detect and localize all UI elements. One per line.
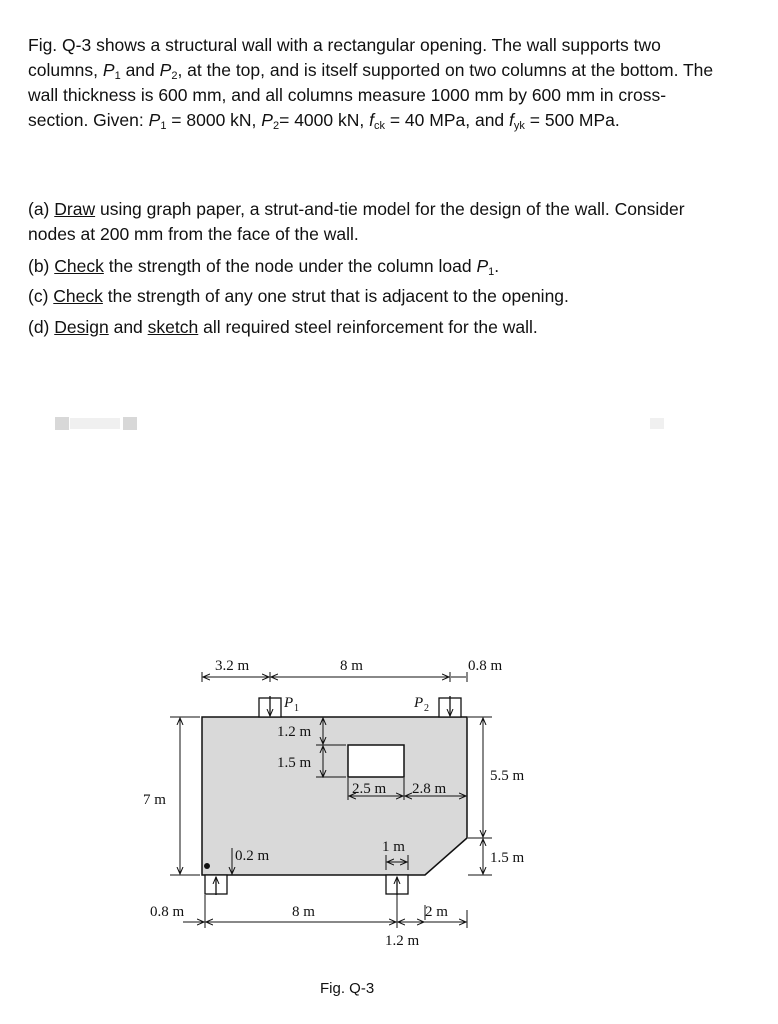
given-fyk-value: = 500 MPa. (524, 110, 620, 130)
question-b-verb: Check (54, 256, 104, 276)
dim-top-left-label: 3.2 m (215, 658, 250, 674)
question-a-prefix: (a) (28, 199, 55, 219)
question-b-text: the strength of the node under the column load (103, 256, 477, 276)
label-p2: P (414, 695, 424, 711)
dim-top-right-label: 0.8 m (468, 658, 503, 674)
question-d-verb-design: Design (54, 317, 109, 337)
given-p1-value: = 8000 kN, (166, 110, 262, 130)
dim-1-5m-right-label: 1.5 m (490, 850, 525, 866)
dim-1m-label: 1 m (382, 839, 405, 855)
intro-text-2: , at the top, and is itself supported on two columns at the bottom. The wall thickness is 600 mm, and all columns measure 1000 mm by 600 mm in cross-section. Given: (28, 60, 714, 130)
dim-1-5-label: 1.5 m (277, 755, 312, 771)
dim-5-5m-label: 5.5 m (490, 768, 525, 784)
label-p1-sub: 1 (294, 703, 299, 714)
given-p2: P (261, 110, 273, 130)
dim-0-2m-label: 0.2 m (235, 848, 270, 864)
given-fck-sub: ck (373, 120, 385, 132)
dim-bottom-left-label: 0.8 m (150, 904, 185, 920)
question-d-verb-sketch: sketch (147, 317, 199, 337)
node-point (204, 863, 210, 869)
symbol-p1: P (102, 60, 115, 80)
question-d-and: and (108, 317, 148, 337)
question-b-symbol-sub: 1 (488, 266, 495, 278)
question-d-prefix: (d) (28, 317, 55, 337)
symbol-p2-sub: 2 (171, 70, 178, 82)
symbol-p2: P (159, 60, 172, 80)
question-b-symbol: P (476, 256, 489, 276)
label-p1: P (284, 695, 294, 711)
dim-bottom-mid-label: 8 m (292, 904, 315, 920)
intro-and: and (120, 60, 160, 80)
given-fyk: f (509, 110, 514, 130)
question-a-text: using graph paper, a strut-and-tie model for the design of the wall. Consider nodes at 200 mm from the face of the wall. (28, 199, 685, 244)
intro-text: Fig. Q-3 shows a structural wall with a rectangular opening. The wall supports two columns, (28, 35, 661, 80)
question-c-text: the strength of any one strut that is adjacent to the opening. (102, 286, 569, 306)
dim-bottom-1-2-label: 1.2 m (385, 933, 420, 949)
dim-1-2-label: 1.2 m (277, 724, 312, 740)
dim-top-mid-label: 8 m (340, 658, 363, 674)
wall-opening (348, 745, 404, 777)
given-p2-sub: 2 (272, 120, 280, 132)
given-fck-value: = 40 MPa, and (384, 110, 510, 130)
given-p1: P (148, 110, 161, 130)
dim-7m-label: 7 m (143, 792, 166, 808)
question-d-text: all required steel reinforcement for the wall. (198, 317, 538, 337)
dim-2-5-label: 2.5 m (352, 781, 387, 797)
question-a-verb: Draw (54, 199, 96, 219)
dim-bottom-right-label: 2 m (425, 904, 448, 920)
given-fyk-sub: yk (513, 120, 525, 132)
symbol-p1-sub: 1 (114, 70, 121, 82)
given-p2-value: = 4000 kN, (279, 110, 370, 130)
label-p2-sub: 2 (424, 703, 429, 714)
question-c-prefix: (c) (28, 286, 54, 306)
given-p1-sub: 1 (160, 120, 167, 132)
given-fck: f (369, 110, 374, 130)
question-c-verb: Check (53, 286, 103, 306)
dim-2-8-label: 2.8 m (412, 781, 447, 797)
figure-caption: Fig. Q-3 (320, 980, 375, 997)
question-b-prefix: (b) (28, 256, 55, 276)
question-b-end: . (494, 256, 500, 276)
